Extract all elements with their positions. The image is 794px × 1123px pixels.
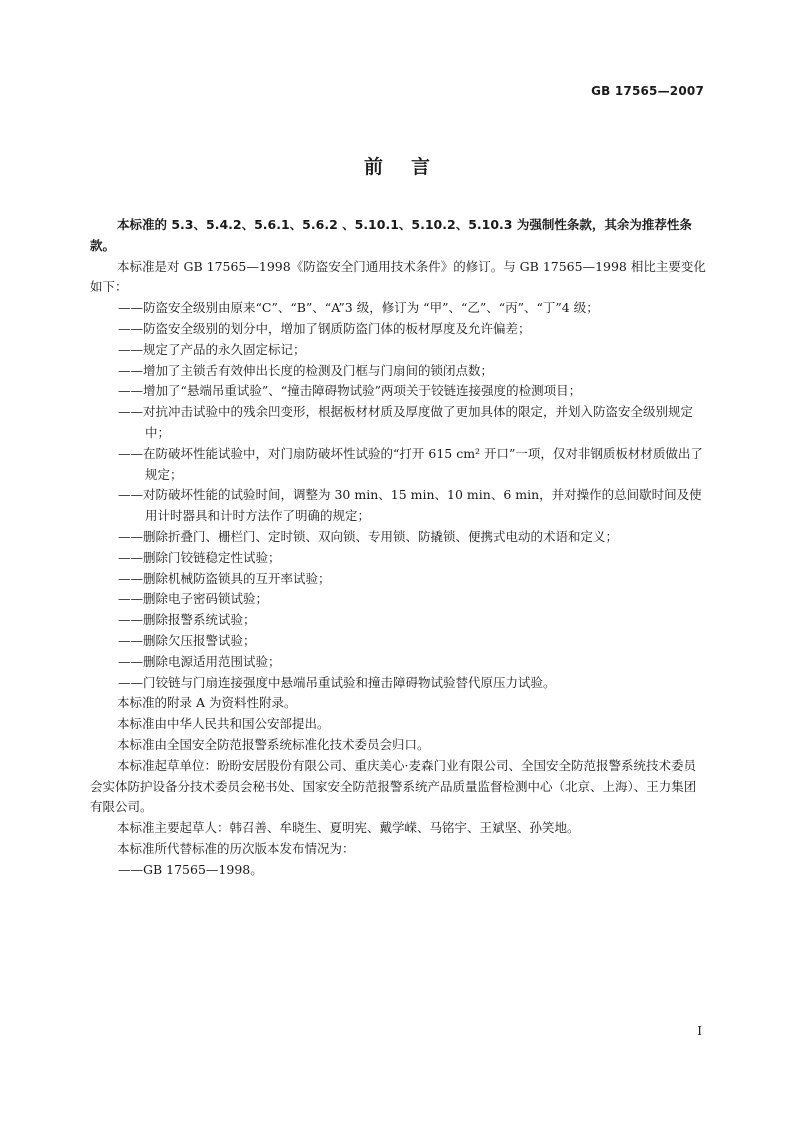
foreword-body bbox=[90, 215, 708, 881]
change-item: ——增加了主锁舌有效伸出长度的检测及门框与门扇间的锁闭点数； bbox=[118, 362, 494, 378]
change-item: ——删除机械防盗锁具的互开率试验； bbox=[118, 570, 331, 586]
drafters: 本标准主要起草人：韩召善、牟晓生、夏明宪、戴学嵘、马铭宇、王斌坚、孙笑地。 bbox=[117, 820, 580, 836]
change-item: ——删除电源适用范围试验； bbox=[118, 653, 281, 669]
change-item: ——删除折叠门、栅栏门、定时锁、双向锁、专用锁、防撬锁、便携式电动的术语和定义； bbox=[118, 528, 619, 544]
mandatory-clause: 本标准的 5.3、5.4.2、5.6.1、5.6.2 、5.10.1、5.10.2、5.10.3 为强制性条款，其余为推荐性条款。 bbox=[90, 217, 692, 253]
history-item: ——GB 17565—1998。 bbox=[118, 861, 263, 877]
change-item: ——对抗冲击试验中的残余凹变形，根据板材材质及厚度做了更加具体的限定，并划入防盗安全级别规定中； bbox=[118, 404, 694, 440]
change-item: ——删除门铰链稳定性试验； bbox=[118, 549, 281, 565]
standard-code: GB 17565—2007 bbox=[591, 84, 704, 98]
change-item: ——删除欠压报警试验； bbox=[118, 632, 256, 648]
history-intro: 本标准所代替标准的历次版本发布情况为： bbox=[117, 840, 355, 856]
change-item: ——在防破坏性能试验中，对门扇防破坏性试验的“打开 615 cm² 开口”一项，仅对非钢质板材材质做出了规定； bbox=[118, 445, 703, 482]
change-item: ——删除报警系统试验； bbox=[118, 612, 256, 628]
change-item: ——规定了产品的永久固定标记； bbox=[118, 341, 306, 357]
change-item: ——防盗安全级别的划分中，增加了钢质防盗门体的板材厚度及允许偏差； bbox=[118, 320, 531, 336]
appendix-note: 本标准的附录 A 为资料性附录。 bbox=[117, 695, 297, 711]
change-item: ——门铰链与门扇连接强度中悬端吊重试验和撞击障碍物试验替代原压力试验。 bbox=[118, 674, 556, 690]
change-item: ——对防破坏性能的试验时间，调整为 30 min、15 min、10 min、6 min，并对操作的总间歇时间及使用计时器具和计时方法作了明确的规定； bbox=[118, 487, 702, 524]
drafting-units: 本标准起草单位：盼盼安居股份有限公司、重庆美心·麦森门业有限公司、全国安全防范报警系统技术委员会实体防护设备分技术委员会秘书处、国家安全防范报警系统产品质量监督检测中心（北京、上海）、王力集团有限公司。 bbox=[90, 757, 697, 815]
page-number: I bbox=[697, 1024, 702, 1038]
page-title: 前言 bbox=[363, 156, 458, 178]
revision-intro: 本标准是对 GB 17565—1998《防盗安全门通用技术条件》的修订。与 GB 17565—1998 相比主要变化如下： bbox=[90, 258, 706, 295]
change-item: ——防盗安全级别由原来“C”、“B”、“A”3 级，修订为 “甲”、“乙”、“丙”、“丁”4 级； bbox=[118, 300, 599, 316]
change-item: ——增加了“悬端吊重试验”、“撞击障碍物试验”两项关于铰链连接强度的检测项目； bbox=[118, 383, 582, 399]
managed-by: 本标准由全国安全防范报警系统标准化技术委员会归口。 bbox=[117, 736, 430, 752]
proposed-by: 本标准由中华人民共和国公安部提出。 bbox=[117, 716, 330, 732]
change-item: ——删除电子密码锁试验； bbox=[118, 591, 269, 607]
